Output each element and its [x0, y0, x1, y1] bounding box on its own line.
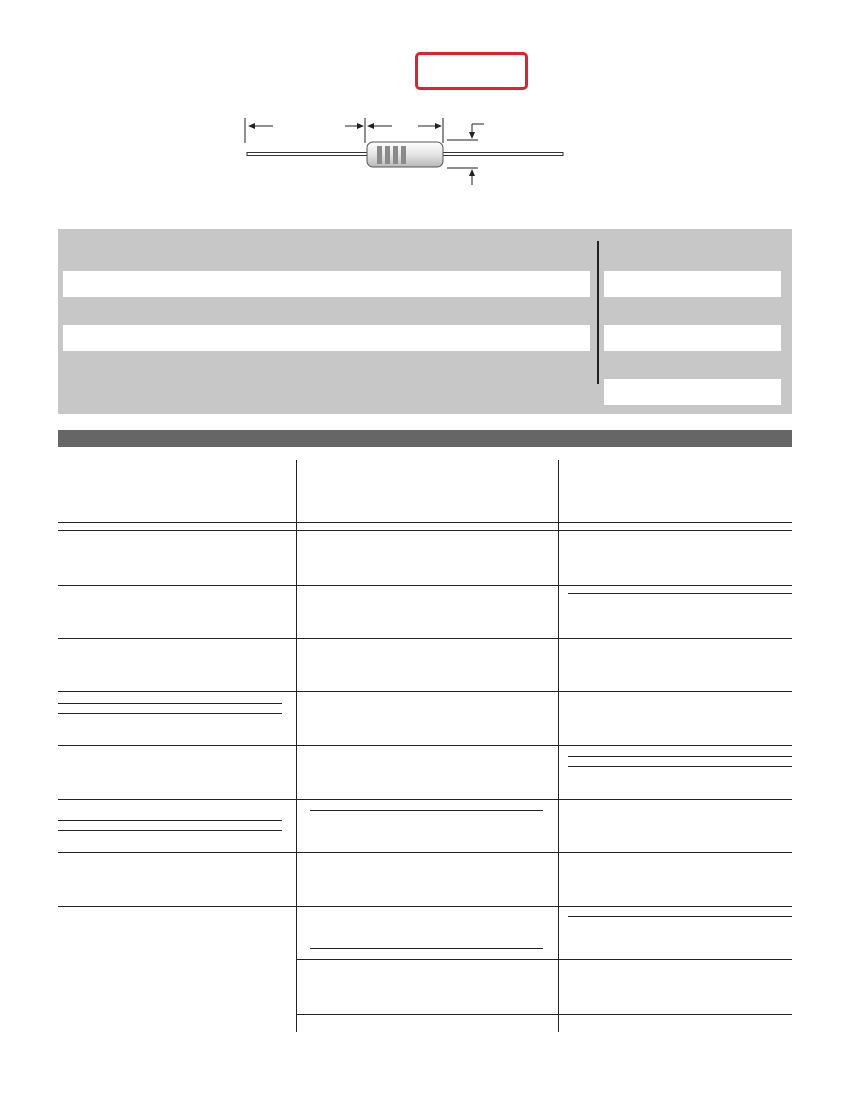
spec-field-left-1 — [63, 271, 590, 297]
table-cell — [58, 586, 296, 638]
table-cell — [297, 1015, 558, 1032]
row-separator — [58, 522, 792, 523]
table-cell — [297, 692, 558, 745]
cell-sub-separator — [310, 810, 543, 811]
table-cell — [559, 768, 792, 799]
table-cell — [559, 853, 792, 906]
table-cell — [58, 639, 296, 691]
table-cell — [297, 853, 558, 906]
table-header-cell — [58, 460, 296, 522]
cell-sub-separator — [58, 713, 282, 714]
length-dimension-marks — [245, 118, 443, 143]
table-cell — [58, 531, 296, 585]
table-cell — [559, 918, 792, 959]
characteristics-table — [58, 460, 792, 1032]
spec-field-right-1 — [604, 271, 781, 297]
table-cell — [559, 1015, 792, 1032]
table-cell — [58, 746, 296, 799]
cell-sub-separator — [58, 830, 282, 831]
table-cell — [559, 692, 792, 745]
cell-sub-separator — [568, 593, 792, 594]
table-cell — [559, 595, 792, 638]
table-cell — [297, 812, 558, 852]
table-cell — [58, 853, 296, 906]
table-header-cell — [297, 460, 558, 522]
table-cell — [297, 639, 558, 691]
spec-field-right-3 — [604, 379, 781, 405]
panel-divider — [597, 241, 599, 384]
table-cell — [297, 531, 558, 585]
cell-sub-separator — [568, 756, 792, 757]
table-header-cell — [559, 460, 792, 522]
spec-field-left-2 — [63, 325, 590, 351]
table-cell — [559, 960, 792, 1014]
table-cell — [297, 746, 558, 799]
table-cell — [297, 586, 558, 638]
red-label-badge — [415, 52, 528, 90]
cell-sub-separator — [58, 820, 282, 821]
table-cell — [297, 960, 558, 1014]
cell-sub-separator — [568, 916, 792, 917]
table-cell — [297, 907, 558, 947]
spec-panel — [58, 229, 792, 414]
table-cell — [559, 531, 792, 585]
cell-sub-separator — [568, 766, 792, 767]
spec-field-right-2 — [604, 325, 781, 351]
section-header-bar — [58, 430, 792, 447]
table-cell — [559, 639, 792, 691]
table-cell — [58, 715, 296, 745]
resistor-dimension-diagram — [240, 115, 580, 190]
cell-sub-separator — [310, 948, 543, 949]
table-cell — [559, 800, 792, 852]
table-cell — [58, 907, 296, 1032]
cell-sub-separator — [58, 703, 282, 704]
table-cell — [58, 832, 296, 852]
